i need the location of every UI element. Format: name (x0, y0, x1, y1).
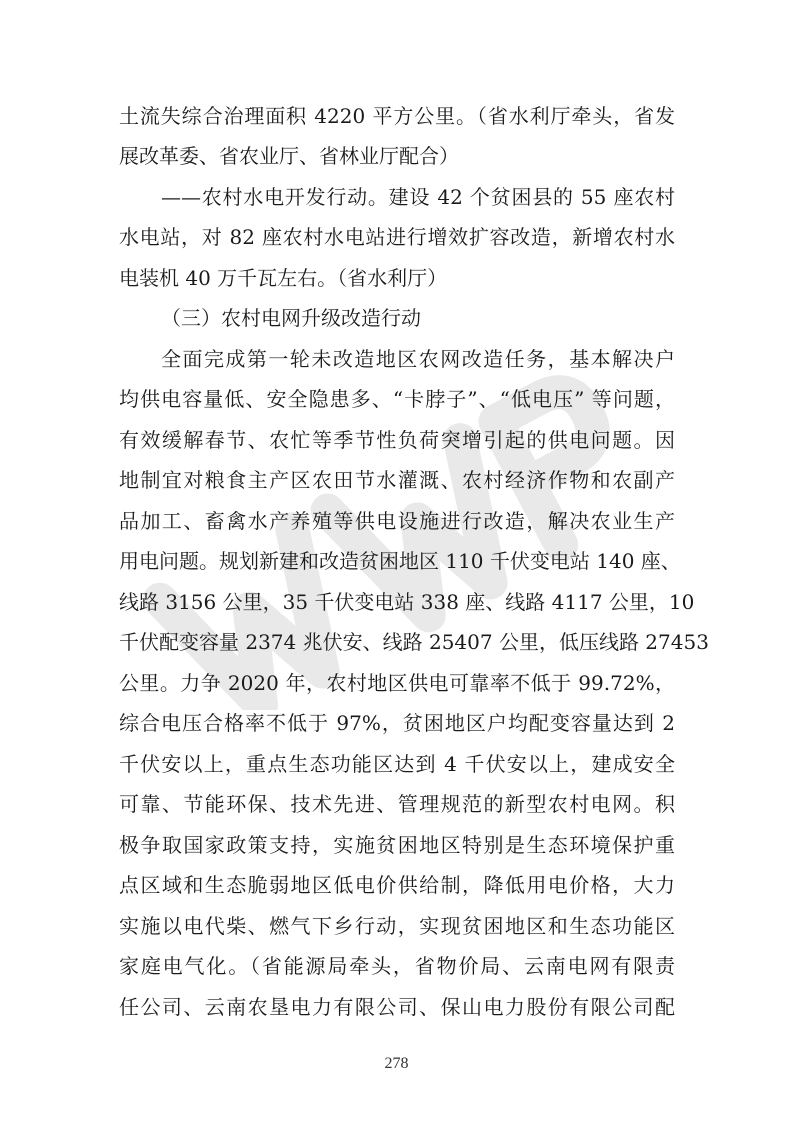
page-number: 278 (384, 1055, 409, 1072)
text-line: 综合电压合格率不低于 97%，贫困地区户均配变容量达到 2 (119, 711, 675, 735)
text-line: 点区域和生态脆弱地区低电价供给制，降低用电价格，大力 (119, 873, 675, 897)
text-line: 线路 3156 公里，35 千伏变电站 338 座、线路 4117 公里，10 (119, 590, 695, 614)
text-line: 地制宜对粮食主产区农田节水灌溉、农村经济作物和农副产 (119, 468, 675, 492)
text-line: 千伏安以上，重点生态功能区达到 4 千伏安以上，建成安全 (119, 752, 675, 776)
text-line: 电装机 40 万千瓦左右。（省水利厅） (119, 266, 448, 290)
text-line: 用电问题。规划新建和改造贫困地区 110 千伏变电站 140 座、 (119, 549, 681, 573)
text-line: 土流失综合治理面积 4220 平方公里。（省水利厅牵头，省发 (119, 104, 675, 128)
text-line: 展改革委、省农业厅、省林业厅配合） (119, 144, 459, 168)
text-line: 全面完成第一轮未改造地区农网改造任务，基本解决户 (161, 347, 675, 371)
section-heading: （三）农村电网升级改造行动 (161, 306, 421, 330)
text-line: 可靠、节能环保、技术先进、管理规范的新型农村电网。积 (119, 792, 675, 816)
text-line: 品加工、畜禽水产养殖等供电设施进行改造，解决农业生产 (119, 509, 675, 533)
text-line: 极争取国家政策支持，实施贫困地区特别是生态环境保护重 (119, 833, 675, 857)
text-line: 公里。力争 2020 年，农村地区供电可靠率不低于 99.72%， (119, 671, 675, 695)
text-line: ——农村水电开发行动。建设 42 个贫困县的 55 座农村 (161, 185, 675, 209)
text-line: 实施以电代柴、燃气下乡行动，实现贫困地区和生态功能区 (119, 914, 675, 938)
text-line: 均供电容量低、安全隐患多、“卡脖子”、“低电压” 等问题， (119, 387, 675, 411)
text-line: 千伏配变容量 2374 兆伏安、线路 25407 公里，低压线路 27453 (119, 630, 709, 654)
text-line: 有效缓解春节、农忙等季节性负荷突增引起的供电问题。因 (119, 428, 675, 452)
text-line: 家庭电气化。（省能源局牵头，省物价局、云南电网有限责 (119, 954, 675, 978)
text-line: 任公司、云南农垦电力有限公司、保山电力股份有限公司配 (119, 995, 675, 1019)
text-line: 水电站，对 82 座农村水电站进行增效扩容改造，新增农村水 (119, 225, 675, 249)
